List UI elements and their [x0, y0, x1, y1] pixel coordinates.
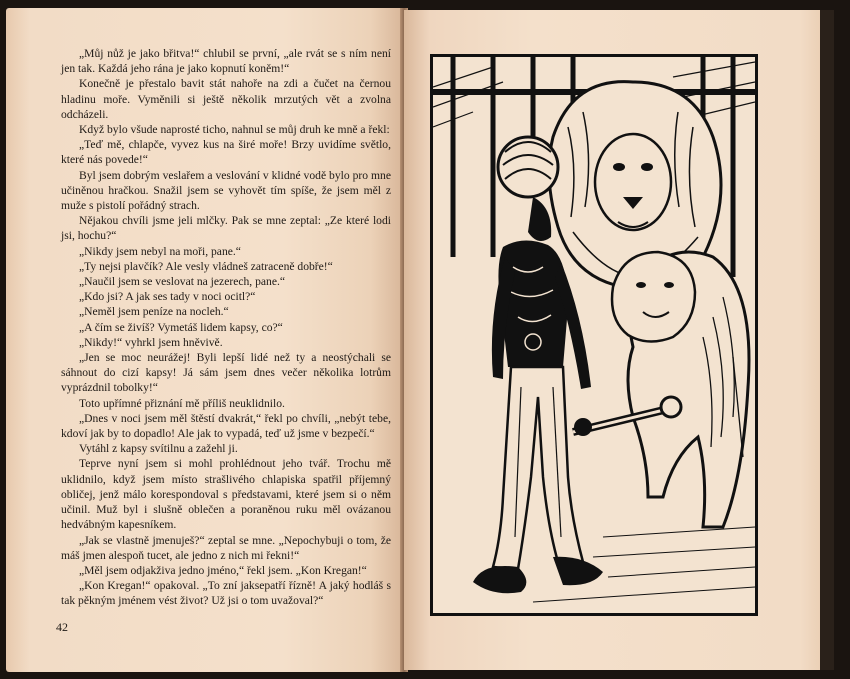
- paragraph: „Nikdy jsem nebyl na moři, pane.“: [79, 244, 241, 258]
- paragraph: „Měl jsem odjakživa jedno jméno,“ řekl jsem. „Kon Kregan!“: [79, 563, 367, 577]
- right-page: [404, 10, 834, 670]
- page-text: [61, 46, 391, 609]
- paragraph: „Nikdy!“ vyhrkl jsem hněvivě.: [79, 335, 223, 349]
- paragraph: „Kdo jsi? A jak ses tady v noci ocitl?“: [79, 290, 256, 304]
- paragraph: „Můj nůž je jako břitva!“ chlubil se první, „ale rvát se s ním není jen tak. Každá jeho rána je jako kopnutí koněm!“: [61, 47, 391, 76]
- paragraph: Nějakou chvíli jsme jeli mlčky. Pak se mne zeptal: „Ze které lodi jsi, hochu?“: [61, 214, 391, 243]
- paragraph: „Naučil jsem se veslovat na jezerech, pane.“: [79, 275, 286, 289]
- paragraph: Byl jsem dobrým veslařem a veslování v klidné vodě bylo pro mne učiněnou hračkou. Snažil jsem se vyhovět tím spíše, že jsem měl z muže s pistolí pořádný strach.: [61, 168, 391, 213]
- page-edge: [820, 10, 834, 670]
- page-number: 42: [56, 620, 68, 634]
- left-page: [6, 8, 402, 672]
- paragraph: Vytáhl z kapsy svítilnu a zažehl ji.: [79, 442, 238, 456]
- paragraph: „Neměl jsem peníze na nocleh.“: [79, 305, 229, 319]
- paragraph: „A čím se živíš? Vymetáš lidem kapsy, co?“: [79, 320, 283, 334]
- paragraph: „Kon Kregan!“ opakoval. „To zní jaksepatří řízně! A jaký hodláš s tak pěkným jménem vést život? Už jsi o tom uvažoval?“: [61, 579, 391, 608]
- illustration-drawing: [433, 57, 755, 613]
- paragraph: Konečně je přestalo bavit stát nahoře na zdi a čučet na černou hladinu moře. Vyměnili si ještě několik mrzutých vět a zvolna odcházeli.: [61, 77, 391, 121]
- paragraph: „Ty nejsi plavčík? Ale vesly vládneš zatraceně dobře!“: [79, 259, 333, 273]
- paragraph: „Jak se vlastně jmenuješ?“ zeptal se mne. „Nepochybuji o tom, že máš jmen alespoň tucet, ale jedno z nich mi řekni!“: [61, 533, 391, 562]
- paragraph: Teprve nyní jsem si mohl prohlédnout jeho tvář. Trochu mě uklidnilo, když jsem místo strašlivého chlapiska spatřil příjemný obličej, jenž málo korespondoval s představami, které jsem si o něm učinil. Muž byl i slušně oblečen a poraněnou ruku měl ovázanou hedvábným kapesníkem.: [61, 457, 391, 532]
- paragraph: Toto upřímné přiznání mě příliš neuklidnilo.: [79, 396, 285, 410]
- paragraph: „Dnes v noci jsem měl štěstí dvakrát,“ řekl po chvíli, „nebýt tebe, kdoví jak by to dopadlo! Ale jak to vypadá, teď už jsme v bezpečí.“: [61, 411, 391, 441]
- paragraph: Když bylo všude naprosté ticho, nahnul se můj druh ke mně a řekl:: [79, 123, 390, 137]
- paragraph: „Teď mě, chlapče, vyvez kus na širé moře! Brzy uvidíme světlo, které nás povede!“: [61, 138, 391, 167]
- open-book: [6, 8, 844, 672]
- paragraph: „Jen se moc neurážej! Byli lepší lidé než ty a neostýchali se sáhnout do cizí kapsy! Já sám jsem dnes večer několika lotrům vyprázdnil tobolky!“: [61, 351, 391, 395]
- lion-and-lioness-with-boy-illustration: [430, 54, 758, 616]
